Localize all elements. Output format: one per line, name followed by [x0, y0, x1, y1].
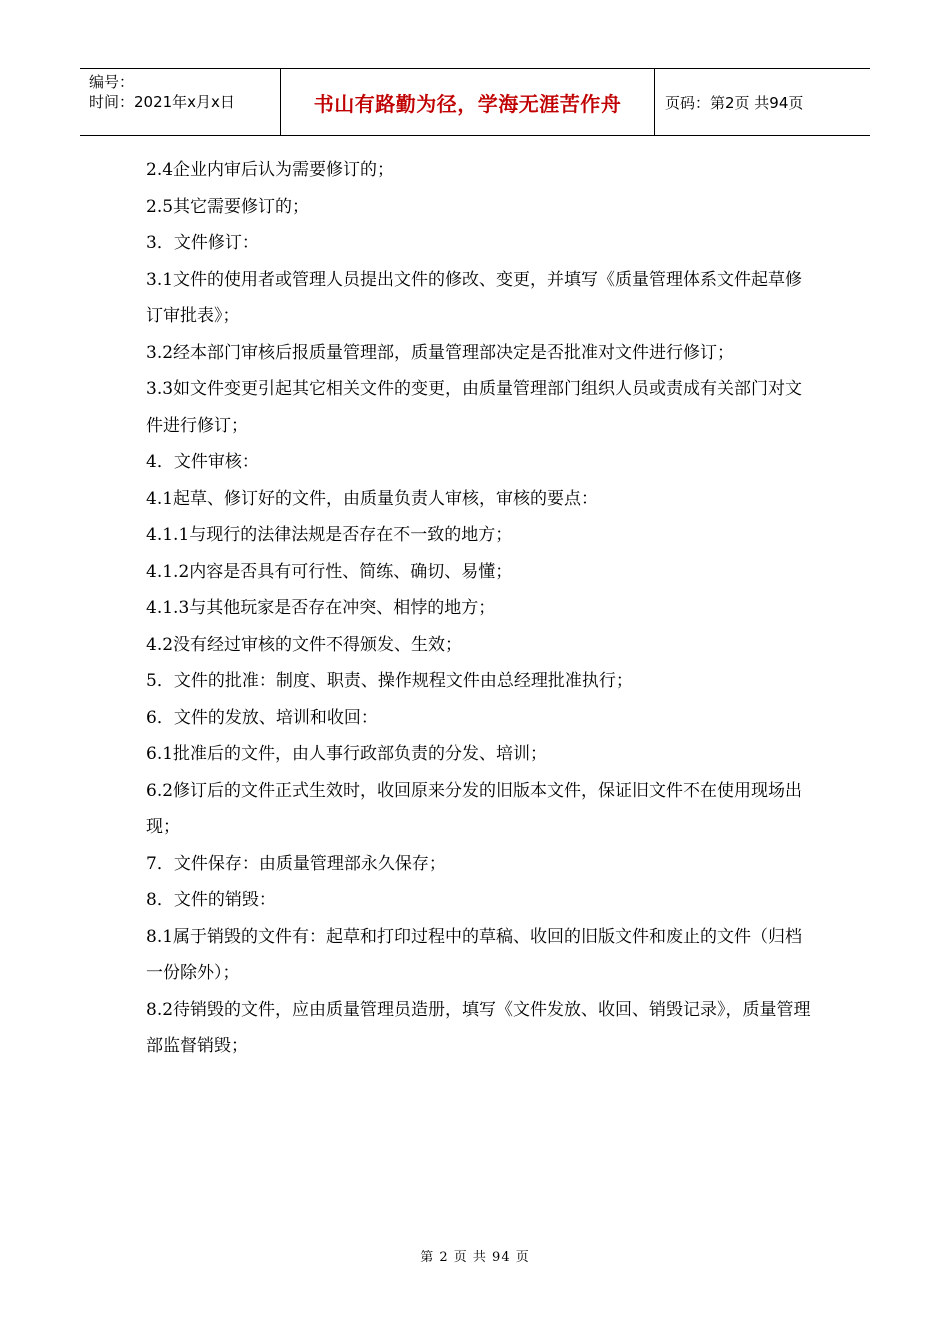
paragraph: 8.1属于销毁的文件有：起草和打印过程中的草稿、收回的旧版文件和废止的文件（归档一份除外）；	[146, 926, 803, 983]
paragraph: 2.4企业内审后认为需要修订的；	[146, 160, 395, 180]
paragraph: 7．文件保存：由质量管理部永久保存；	[146, 853, 446, 874]
paragraph: 3.2经本部门审核后报质量管理部，质量管理部决定是否批准对文件进行修订；	[146, 342, 735, 363]
paragraph: 4.2没有经过审核的文件不得颁发、生效；	[146, 634, 463, 655]
page-header	[80, 68, 870, 136]
header-meta	[80, 69, 281, 135]
paragraph: 6.2修订后的文件正式生效时，收回原来分发的旧版本文件，保证旧文件不在使用现场出现；	[146, 780, 803, 837]
paragraph: 8.2待销毁的文件，应由质量管理员造册，填写《文件发放、收回、销毁记录》，质量管理部监督销毁；	[146, 999, 811, 1056]
document-body	[146, 152, 811, 1065]
paragraph: 8．文件的销毁：	[146, 890, 276, 910]
doc-number-label: 编号：	[89, 73, 135, 91]
paragraph: 5．文件的批准：制度、职责、操作规程文件由总经理批准执行；	[146, 671, 633, 691]
paragraph: 6.1批准后的文件，由人事行政部负责的分发、培训；	[146, 744, 548, 764]
paragraph: 3.1文件的使用者或管理人员提出文件的修改、变更，并填写《质量管理体系文件起草修订审批表》；	[146, 269, 803, 326]
paragraph: 4.1起草、修订好的文件，由质量负责人审核，审核的要点：	[146, 488, 599, 509]
paragraph: 4．文件审核：	[146, 452, 259, 472]
paragraph: 4.1.1与现行的法律法规是否存在不一致的地方；	[146, 525, 513, 545]
paragraph: 4.1.2内容是否具有可行性、简练、确切、易懂；	[146, 561, 513, 582]
page-footer: 第 2 页 共 94 页	[420, 1250, 530, 1265]
header-motto: 书山有路勤为径，学海无涯苦作舟	[281, 69, 655, 135]
paragraph: 6．文件的发放、培训和收回：	[146, 707, 378, 728]
paragraph: 3.3如文件变更引起其它相关文件的变更，由质量管理部门组织人员或责成有关部门对文件进行修订；	[146, 379, 803, 436]
paragraph: 2.5其它需要修订的；	[146, 196, 310, 217]
time-label: 时间：2021年x月x日	[89, 93, 235, 111]
header-page-info: 页码：第2页 共94页	[665, 93, 804, 112]
paragraph: 4.1.3与其他玩家是否存在冲突、相悖的地方；	[146, 598, 496, 618]
paragraph: 3．文件修订：	[146, 233, 259, 253]
